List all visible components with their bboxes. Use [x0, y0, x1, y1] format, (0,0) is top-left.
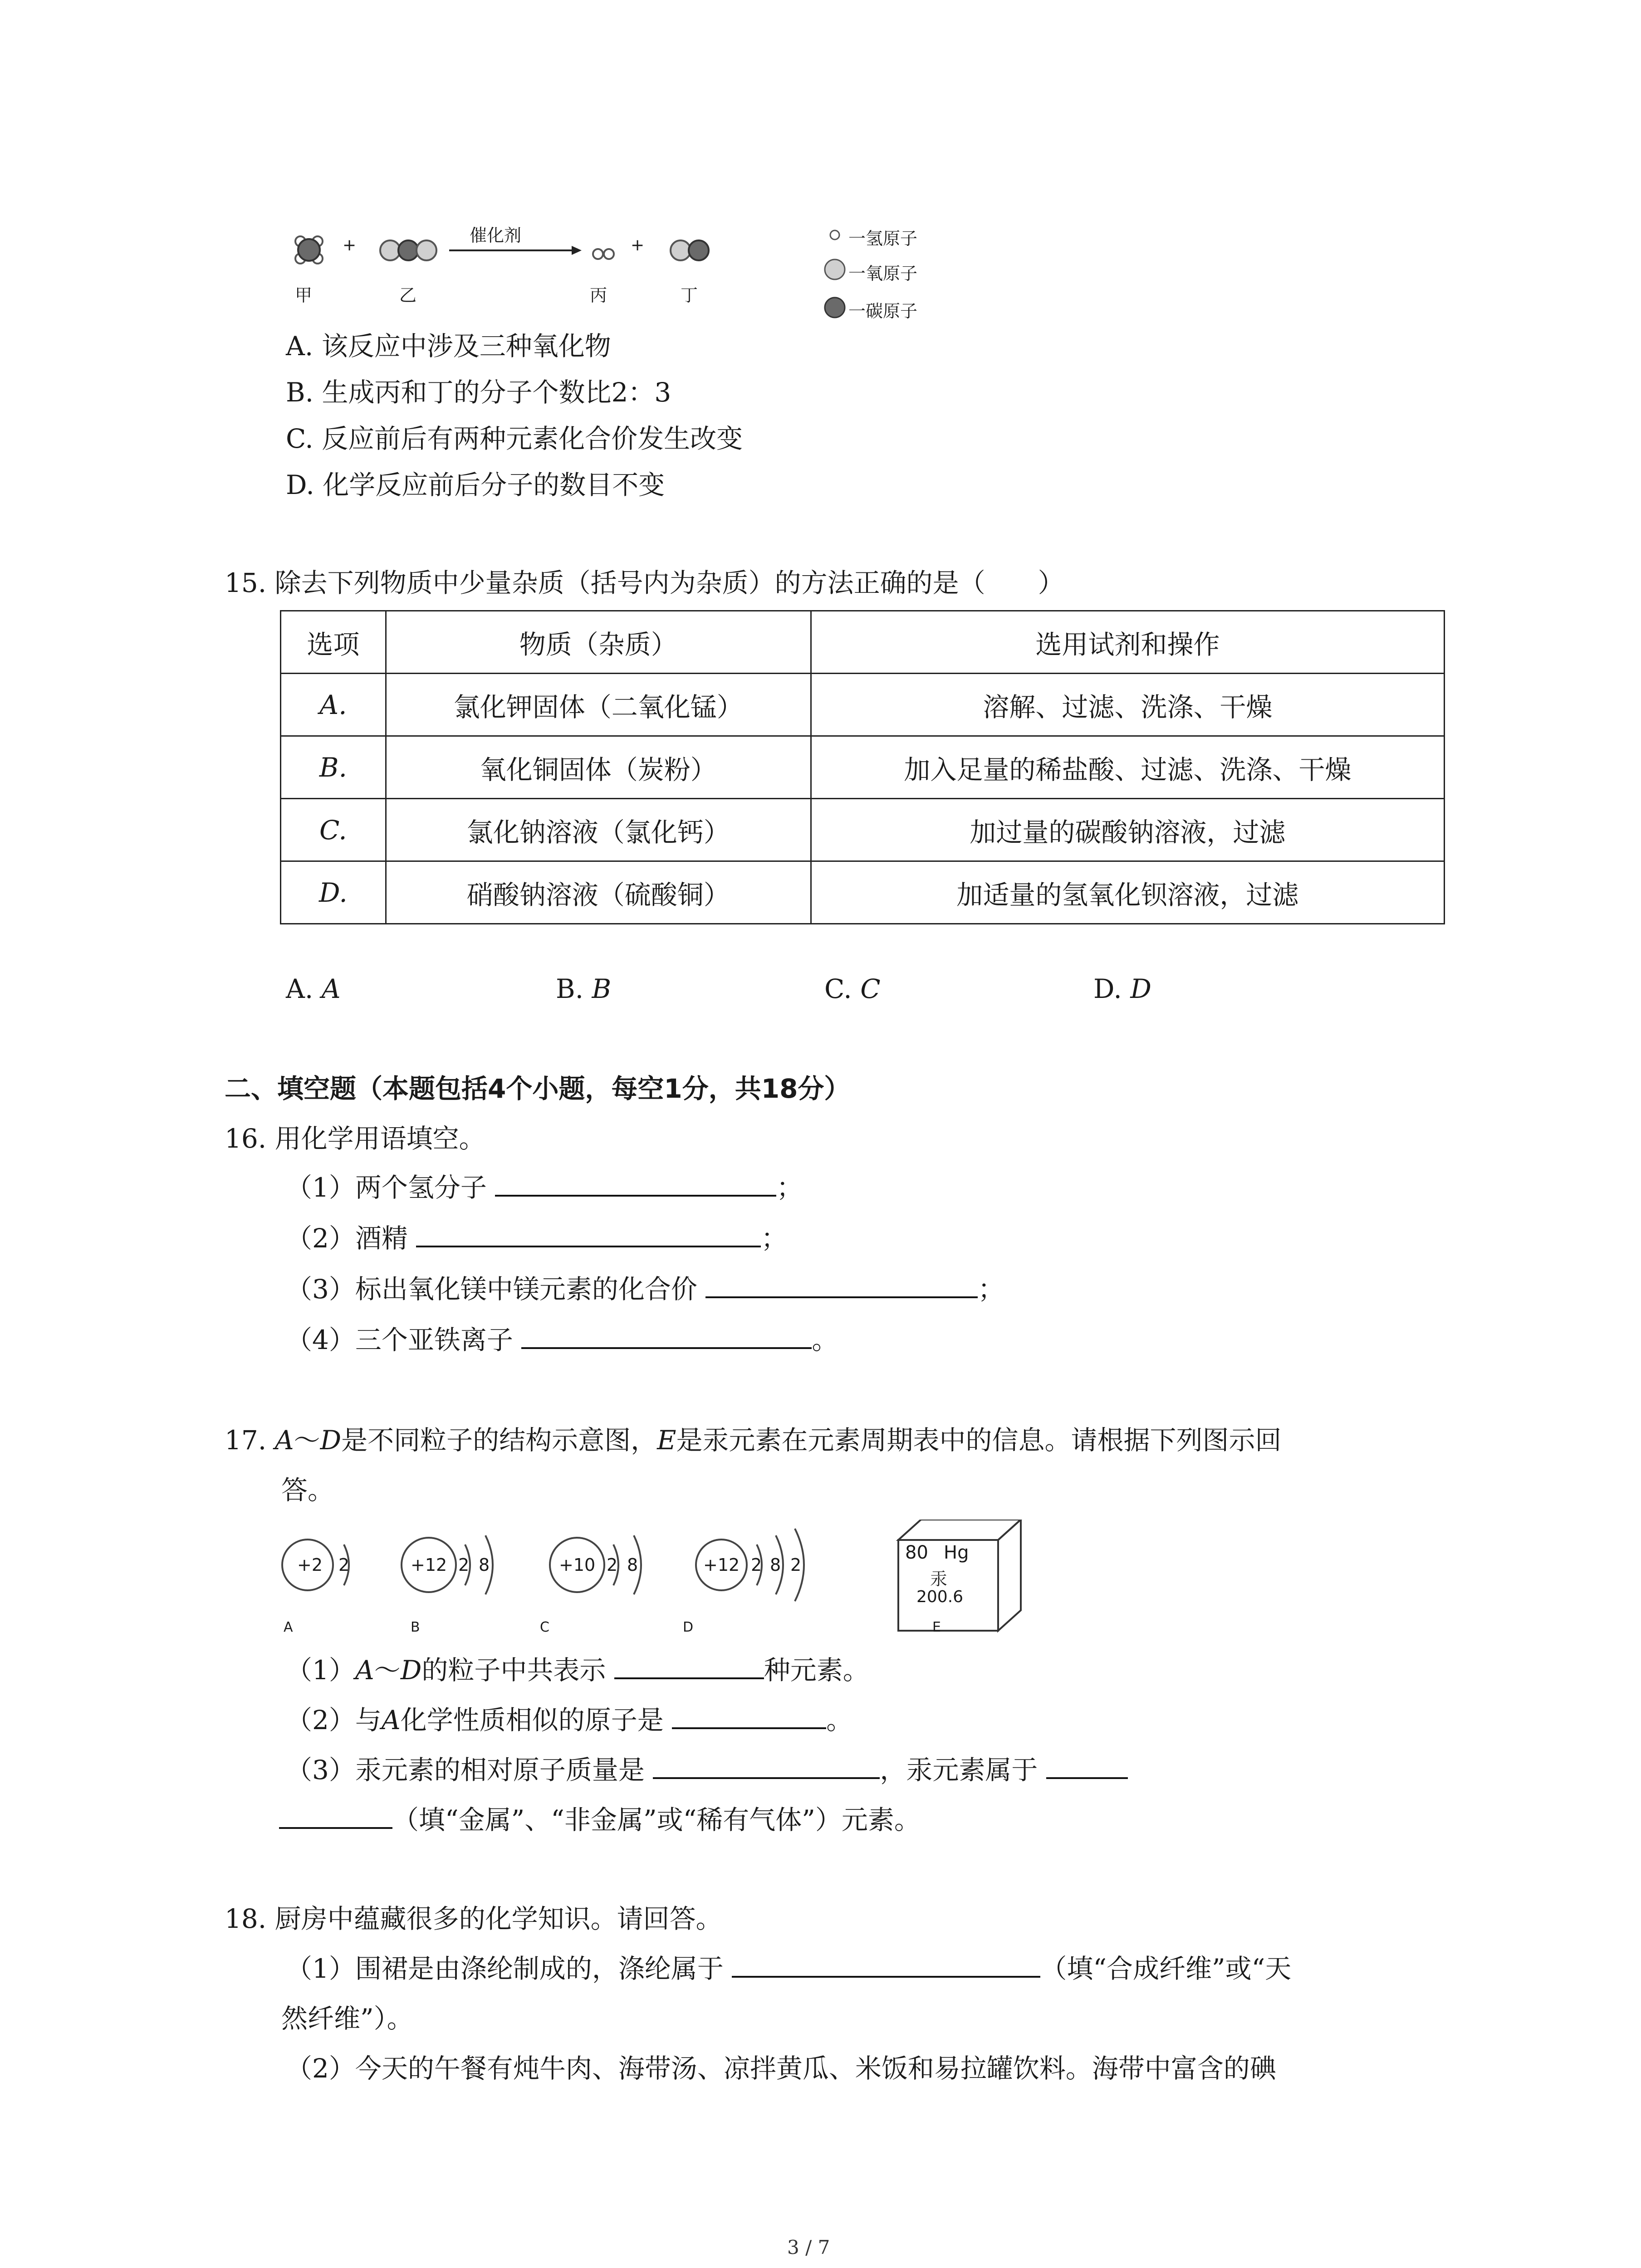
answer-blank[interactable]: [495, 1171, 776, 1197]
table-header-cell: 选用试剂和操作: [811, 611, 1444, 674]
molecule-label-ding: 丁: [681, 285, 698, 305]
answer-value: D: [1130, 973, 1151, 1004]
atom-b-nucleus: +12: [411, 1555, 447, 1575]
answer-blank[interactable]: [1046, 1754, 1128, 1779]
table-cell-option: D.: [281, 861, 386, 924]
table-cell-option: B.: [281, 736, 386, 799]
table-cell-substance: 硝酸钠溶液（硫酸铜）: [386, 861, 811, 924]
molecule-label-jia: 甲: [295, 285, 313, 305]
q14-option-c: C. 反应前后有两种元素化合价发生改变: [286, 423, 743, 454]
table-cell-method: 溶解、过滤、洗涤、干燥: [811, 674, 1444, 736]
answer-blank[interactable]: [521, 1324, 812, 1349]
q14-option-d: D. 化学反应前后分子的数目不变: [286, 469, 665, 500]
answer-blank[interactable]: [732, 1952, 1040, 1978]
sub-text: ，汞元素属于: [880, 1755, 1038, 1785]
table-cell-option: C.: [281, 799, 386, 861]
stem-letter: D: [320, 1425, 342, 1456]
q16-item-3: [286, 1271, 1004, 1307]
stem-letter: E: [657, 1425, 676, 1456]
table-cell-substance: 氯化钾固体（二氧化锰）: [386, 674, 811, 736]
q16-item-2: [286, 1220, 787, 1256]
q16-stem: 16. 用化学用语填空。: [225, 1123, 485, 1154]
q15-answer-a: [286, 971, 341, 1007]
stem-text: 是不同粒子的结构示意图，: [341, 1425, 657, 1456]
q15-table: [280, 610, 1445, 924]
sub-text: 种元素。: [764, 1655, 869, 1686]
atom-label-c: C: [540, 1619, 549, 1635]
atom-d-shell-3: 2: [790, 1555, 802, 1575]
table-cell-method: 加过量的碳酸钠溶液，过滤: [811, 799, 1444, 861]
table-row: [281, 674, 1445, 736]
answer-prefix: A.: [286, 973, 314, 1004]
answer-value: C: [860, 973, 881, 1004]
oxygen-atom-icon: [825, 259, 845, 279]
stem-tilde: ～: [374, 1655, 401, 1686]
stem-letter: A: [355, 1655, 374, 1686]
atom-c-shell-2: 8: [627, 1555, 638, 1575]
sub-text: （填“金属”、“非金属”或“稀有气体”）元素。: [392, 1804, 921, 1835]
answer-value: B: [592, 973, 612, 1004]
answer-blank[interactable]: [614, 1654, 764, 1679]
plus-sign-2: +: [631, 236, 645, 254]
q15-answer-c: [824, 971, 881, 1007]
q15-answer-d: [1093, 971, 1151, 1007]
atom-b-shell-1: 2: [458, 1555, 470, 1575]
element-label-e: E: [932, 1619, 941, 1635]
q16-item-4: [286, 1322, 838, 1358]
element-symbol: Hg: [944, 1542, 969, 1563]
answer-blank[interactable]: [653, 1754, 880, 1779]
sub-text: 化学性质相似的原子是: [400, 1705, 664, 1735]
sub-text: 的粒子中共表示: [421, 1655, 606, 1686]
molecule-ding: [671, 240, 709, 260]
atom-c-nucleus: +10: [559, 1555, 596, 1575]
q17-stem-line1: [225, 1422, 1281, 1458]
atom-a-nucleus: +2: [297, 1555, 323, 1575]
element-mass: 200.6: [916, 1588, 964, 1606]
table-row: [281, 861, 1445, 924]
atom-c-shell-1: 2: [607, 1555, 618, 1575]
sub-text: （3）汞元素的相对原子质量是: [286, 1755, 645, 1785]
hydrogen-atom-icon: [830, 230, 839, 240]
q18-sub1-line2: 然纤维”）。: [281, 2003, 413, 2034]
molecule-yi: [380, 240, 436, 260]
atom-d-shell-1: 2: [751, 1555, 762, 1575]
atom-label-d: D: [683, 1619, 694, 1635]
item-end: ；: [761, 1223, 788, 1254]
sub-text: （填“合成纤维”或“天: [1040, 1953, 1292, 1984]
plus-sign-1: +: [343, 236, 357, 254]
table-row: [281, 799, 1445, 861]
stem-letter: A: [381, 1705, 401, 1735]
answer-prefix: D.: [1093, 973, 1122, 1004]
table-row: [281, 736, 1445, 799]
table-cell-method: 加适量的氢氧化钡溶液，过滤: [811, 861, 1444, 924]
answer-prefix: C.: [824, 973, 852, 1004]
item-text: （3）标出氧化镁中镁元素的化合价: [286, 1274, 697, 1305]
answer-value: A: [321, 973, 341, 1004]
molecule-jia: [295, 236, 323, 264]
molecule-label-yi: 乙: [399, 285, 417, 305]
question-number: 17.: [225, 1425, 275, 1456]
molecule-bing: [593, 249, 614, 259]
q18-sub2: （2）今天的午餐有炖牛肉、海带汤、凉拌黄瓜、米饭和易拉罐饮料。海带中富含的碘: [286, 2053, 1276, 2084]
q17-sub2: [286, 1702, 852, 1738]
q18-stem: 18. 厨房中蕴藏很多的化学知识。请回答。: [225, 1903, 722, 1934]
q15-answer-b: [556, 971, 611, 1007]
item-text: （1）两个氢分子: [286, 1172, 487, 1203]
q15-stem: 15. 除去下列物质中少量杂质（括号内为杂质）的方法正确的是（ ）: [225, 567, 1064, 598]
table-header-cell: 选项: [281, 611, 386, 674]
legend-hydrogen-label: 一氢原子: [848, 229, 918, 249]
q17-stem-line2: 答。: [281, 1475, 334, 1505]
sub-text: （1）围裙是由涤纶制成的，涤纶属于: [286, 1953, 724, 1984]
atom-d-shell-2: 8: [770, 1555, 781, 1575]
q14-option-b: B. 生成丙和丁的分子个数比2：3: [286, 377, 671, 408]
atom-a-shell: 2: [338, 1555, 350, 1575]
carbon-atom-icon: [825, 298, 845, 318]
section-title: 二、填空题（本题包括4个小题，每空1分，共18分）: [225, 1073, 851, 1104]
table-header-cell: 物质（杂质）: [386, 611, 811, 674]
table-header-row: [281, 611, 1445, 674]
catalyst-label: 催化剂: [470, 225, 522, 245]
stem-text: 是汞元素在元素周期表中的信息。请根据下列图示回: [676, 1425, 1282, 1456]
element-name: 汞: [930, 1569, 948, 1589]
answer-blank[interactable]: [416, 1222, 761, 1247]
table-cell-option: A.: [281, 674, 386, 736]
stem-letter: A: [274, 1425, 294, 1456]
answer-blank[interactable]: [279, 1804, 392, 1829]
q16-item-1: [286, 1169, 803, 1206]
element-number: 80: [905, 1542, 928, 1563]
stem-letter: D: [400, 1655, 422, 1686]
answer-prefix: B.: [556, 973, 584, 1004]
atom-d-nucleus: +12: [703, 1555, 740, 1575]
atom-label-a: A: [284, 1619, 293, 1635]
table-cell-substance: 氧化铜固体（炭粉）: [386, 736, 811, 799]
item-text: （4）三个亚铁离子: [286, 1325, 513, 1355]
sub-number: （1）: [286, 1655, 355, 1686]
atom-b-shell-2: 8: [479, 1555, 490, 1575]
q17-sub1: [286, 1652, 869, 1688]
answer-blank[interactable]: [705, 1273, 978, 1298]
q18-sub1-line1: [286, 1950, 1291, 1987]
page-number: 3 / 7: [787, 2236, 830, 2258]
answer-blank[interactable]: [672, 1704, 826, 1729]
legend-oxygen-label: 一氧原子: [848, 264, 918, 284]
sub-text: （2）与: [286, 1705, 382, 1735]
molecule-label-bing: 丙: [590, 285, 607, 305]
item-end: ；: [978, 1274, 1004, 1305]
table-cell-substance: 氯化钠溶液（氯化钙）: [386, 799, 811, 861]
q17-sub3-line2: [279, 1802, 921, 1838]
item-end: ；: [776, 1172, 803, 1203]
legend-carbon-label: 一碳原子: [848, 301, 918, 321]
q14-option-a: A. 该反应中涉及三种氧化物: [286, 331, 611, 362]
stem-tilde: ～: [294, 1425, 320, 1456]
item-text: （2）酒精: [286, 1223, 408, 1254]
table-cell-method: 加入足量的稀盐酸、过滤、洗涤、干燥: [811, 736, 1444, 799]
sub-text: 。: [826, 1705, 853, 1735]
atom-label-b: B: [411, 1619, 420, 1635]
item-end: 。: [812, 1325, 838, 1355]
q17-sub3-line1: [286, 1752, 1128, 1788]
